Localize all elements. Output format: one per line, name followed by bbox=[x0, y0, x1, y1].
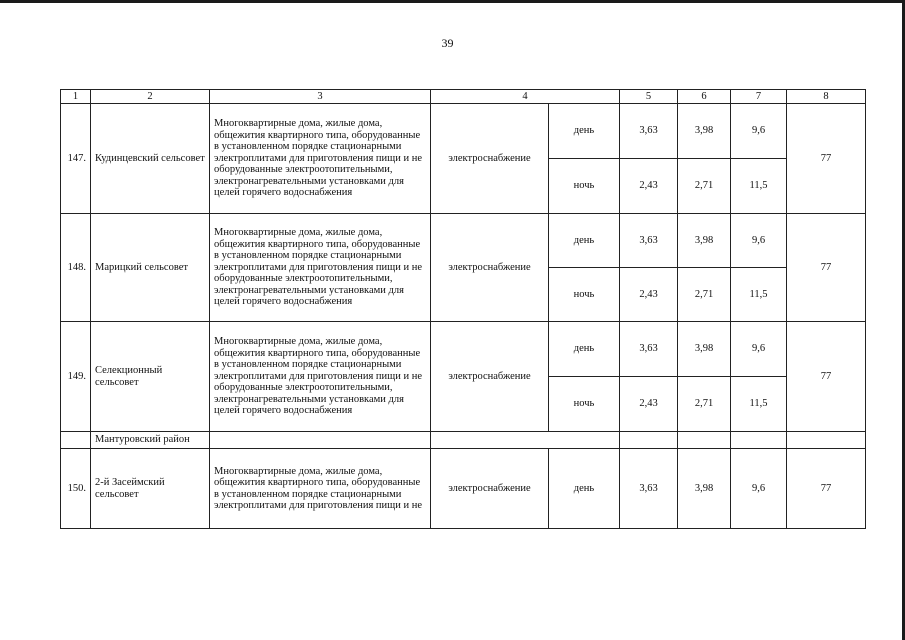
value-col8: 77 bbox=[787, 104, 866, 214]
tariff-table bbox=[60, 89, 866, 529]
settlement-name: 2-й Засеймский сельсовет bbox=[91, 449, 210, 529]
consumer-description: Многоквартирные дома, жилые дома, общежития квартирного типа, оборудованные в установленном порядке стационарными электроплитами для приготовления пищи и не оборудованные электроотопительными, электронагревательными установками для целей горячего водоснабжения bbox=[210, 214, 431, 322]
value-col6: 3,98 bbox=[678, 104, 731, 159]
value-col6: 2,71 bbox=[678, 159, 731, 214]
value-col7: 9,6 bbox=[731, 104, 787, 159]
period-cell: день bbox=[549, 214, 620, 268]
value-col5: 3,63 bbox=[620, 214, 678, 268]
value-col6: 2,71 bbox=[678, 268, 731, 322]
empty-cell bbox=[731, 432, 787, 449]
period-cell: ночь bbox=[549, 268, 620, 322]
consumer-description: Многоквартирные дома, жилые дома, общежития квартирного типа, оборудованные в установленном порядке стационарными электроплитами для приготовления пищи и не bbox=[210, 449, 431, 529]
period-cell: день bbox=[549, 322, 620, 377]
value-col7: 11,5 bbox=[731, 159, 787, 214]
row-number: 149. bbox=[61, 322, 91, 432]
col-header-3: 3 bbox=[210, 90, 431, 104]
page-number: 39 bbox=[441, 36, 454, 50]
value-col6: 3,98 bbox=[678, 214, 731, 268]
value-col5: 3,63 bbox=[620, 104, 678, 159]
table-row bbox=[61, 449, 866, 529]
col-header-5: 5 bbox=[620, 90, 678, 104]
table-row bbox=[61, 214, 866, 268]
consumer-description: Многоквартирные дома, жилые дома, общежития квартирного типа, оборудованные в установленном порядке стационарными электроплитами для приготовления пищи и не оборудованные электроотопительными, электронагревательными установками для целей горячего водоснабжения bbox=[210, 104, 431, 214]
value-col6: 2,71 bbox=[678, 377, 731, 432]
value-col8: 77 bbox=[787, 214, 866, 322]
value-col5: 3,63 bbox=[620, 322, 678, 377]
col-header-8: 8 bbox=[787, 90, 866, 104]
period-cell: день bbox=[549, 104, 620, 159]
service-type: электроснабжение bbox=[431, 449, 549, 529]
value-col5: 2,43 bbox=[620, 377, 678, 432]
value-col7: 11,5 bbox=[731, 377, 787, 432]
value-col6: 3,98 bbox=[678, 449, 731, 529]
settlement-name: Селекционный сельсовет bbox=[91, 322, 210, 432]
empty-cell bbox=[210, 432, 431, 449]
value-col5: 2,43 bbox=[620, 268, 678, 322]
service-type: электроснабжение bbox=[431, 322, 549, 432]
value-col7: 11,5 bbox=[731, 268, 787, 322]
value-col8: 77 bbox=[787, 322, 866, 432]
empty-cell bbox=[61, 432, 91, 449]
row-number: 148. bbox=[61, 214, 91, 322]
period-cell: ночь bbox=[549, 377, 620, 432]
period-cell: ночь bbox=[549, 159, 620, 214]
service-type: электроснабжение bbox=[431, 104, 549, 214]
period-cell: день bbox=[549, 449, 620, 529]
table-row bbox=[61, 104, 866, 159]
value-col8: 77 bbox=[787, 449, 866, 529]
settlement-name: Марицкий сельсовет bbox=[91, 214, 210, 322]
empty-cell bbox=[620, 432, 678, 449]
district-row bbox=[61, 432, 866, 449]
scan-edge-top bbox=[0, 0, 905, 3]
value-col5: 2,43 bbox=[620, 159, 678, 214]
value-col6: 3,98 bbox=[678, 322, 731, 377]
table-row bbox=[61, 322, 866, 377]
empty-cell bbox=[678, 432, 731, 449]
value-col7: 9,6 bbox=[731, 214, 787, 268]
col-header-6: 6 bbox=[678, 90, 731, 104]
col-header-4: 4 bbox=[431, 90, 620, 104]
consumer-description: Многоквартирные дома, жилые дома, общежития квартирного типа, оборудованные в установленном порядке стационарными электроплитами для приготовления пищи и не оборудованные электроотопительными, электронагревательными установками для целей горячего водоснабжения bbox=[210, 322, 431, 432]
empty-cell bbox=[787, 432, 866, 449]
district-name: Мантуровский район bbox=[91, 432, 210, 449]
row-number: 150. bbox=[61, 449, 91, 529]
empty-cell bbox=[431, 432, 620, 449]
row-number: 147. bbox=[61, 104, 91, 214]
settlement-name: Кудинцевский сельсовет bbox=[91, 104, 210, 214]
value-col5: 3,63 bbox=[620, 449, 678, 529]
col-header-1: 1 bbox=[61, 90, 91, 104]
value-col7: 9,6 bbox=[731, 322, 787, 377]
value-col7: 9,6 bbox=[731, 449, 787, 529]
service-type: электроснабжение bbox=[431, 214, 549, 322]
col-header-2: 2 bbox=[91, 90, 210, 104]
col-header-7: 7 bbox=[731, 90, 787, 104]
header-row bbox=[61, 90, 866, 104]
